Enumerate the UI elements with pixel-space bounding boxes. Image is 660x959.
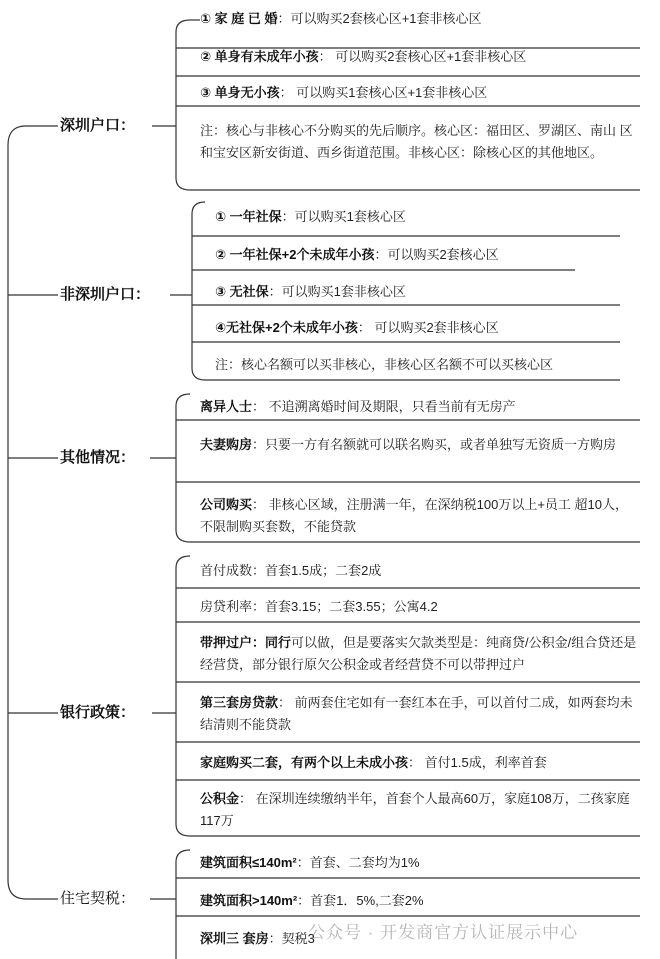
item-head: 带押过户：同行 xyxy=(200,635,292,650)
note-core-area: 注：核心与非核心不分购买的先后顺序。核心区：福田区、罗湖区、南山 区和宝安区新安街道、西乡街道范围。非核心区：除核心区的其他地区。 xyxy=(200,123,633,160)
item-head: 建筑面积>140m² xyxy=(200,893,298,908)
section-label-non-shenzhen-hukou: 非深圳户口： xyxy=(60,286,151,303)
item-head: 公积金 xyxy=(200,791,240,806)
item-head: ① 一年社保 xyxy=(215,209,282,224)
item-head: 建筑面积≤140m² xyxy=(200,855,297,870)
item-divorced xyxy=(200,396,516,418)
section-label-other-cases: 其他情况： xyxy=(60,449,136,466)
item-text: ： 可以购买2套非核心区 xyxy=(357,320,499,335)
item-company-purchase xyxy=(200,494,640,538)
item-text: ： 不追溯离婚时间及期限，只看当前有无房产 xyxy=(252,399,516,414)
item-text: ： 可以购买1套核心区+1套非核心区 xyxy=(279,85,488,100)
item-text: ：首套1．5%,二套2% xyxy=(297,893,424,908)
item-text: ：首套、二套均为1% xyxy=(296,855,420,870)
item-social-security-two-children xyxy=(215,244,499,266)
item-housing-fund xyxy=(200,788,640,832)
note-quota: 注：核心名额可以买非核心，非核心区名额不可以买核心区 xyxy=(215,357,554,372)
item-head: 第三套房贷款 xyxy=(200,695,279,710)
item-down-payment: 首付成数：首套1.5成；二套2成 xyxy=(200,563,382,578)
item-married-family xyxy=(200,8,482,30)
watermark: 公众号 · 开发商官方认证展示中心 xyxy=(308,923,579,942)
item-head: 公司购买 xyxy=(200,497,253,512)
item-no-social-security xyxy=(215,281,406,303)
item-head: ④无社保+2个未成年小孩 xyxy=(215,320,358,335)
section-label-deed-tax: 住宅契税： xyxy=(60,890,136,907)
item-text: ： 可以购买2套核心区+1套非核心区 xyxy=(318,49,527,64)
item-text: ：可以购买2套核心区 xyxy=(374,247,499,262)
item-head: ③ 单身无小孩 xyxy=(200,85,280,100)
item-text: 可以做，但是要落实欠款类型是：纯商贷/公积金/组合贷还是经营贷，部分银行原欠公积金或者经营贷不可以带押过户 xyxy=(200,635,637,672)
section-label-shenzhen-hukou: 深圳户口： xyxy=(60,117,136,134)
item-single-no-child xyxy=(200,82,487,104)
item-one-year-social-security xyxy=(215,206,406,228)
item-text: ：契税3 xyxy=(268,931,315,946)
item-text: ：可以购买2套核心区+1套非核心区 xyxy=(277,11,482,26)
item-no-social-security-two-children xyxy=(215,317,499,339)
item-third-home-shenzhen xyxy=(200,928,315,950)
item-mortgage-rate: 房贷利率：首套3.15；二套3.55；公寓4.2 xyxy=(200,599,438,614)
item-text: ： 前两套住宅如有一套红本在手，可以首付二成，如两套均未结清则不能贷款 xyxy=(200,695,633,732)
item-head: 夫妻购房 xyxy=(200,437,253,452)
item-head: ② 一年社保+2个未成年小孩 xyxy=(215,247,375,262)
section-label-bank-policy: 银行政策： xyxy=(60,704,136,721)
item-text: ： 在深圳连续缴纳半年，首套个人最高60万，家庭108万，二孩家庭117万 xyxy=(200,791,630,828)
item-single-with-child xyxy=(200,46,526,68)
item-head: 离异人士 xyxy=(200,399,253,414)
item-head: 家庭购买二套，有两个以上未成小孩 xyxy=(200,755,409,770)
item-text: ：可以购买1套非核心区 xyxy=(268,284,406,299)
item-text: ：只要一方有名额就可以联名购买，或者单独写无资质一方购房 xyxy=(252,437,617,452)
item-head: ③ 无社保 xyxy=(215,284,269,299)
item-head: ② 单身有未成年小孩 xyxy=(200,49,319,64)
item-text: ： 非核心区域，注册满一年，在深纳税100万以上+员工 超10人，不限制购买套数，不能贷款 xyxy=(200,497,628,534)
item-mortgage-transfer xyxy=(200,632,640,676)
item-head: ① 家 庭 已 婚 xyxy=(200,11,278,26)
item-third-home-loan xyxy=(200,692,640,736)
item-second-home-family xyxy=(200,752,547,774)
item-area-under-140 xyxy=(200,852,420,874)
item-head: 深圳三 套房 xyxy=(200,931,269,946)
item-area-over-140 xyxy=(200,890,424,912)
item-couple-purchase xyxy=(200,434,640,456)
item-text: ： 首付1.5成，利率首套 xyxy=(408,755,547,770)
item-text: ：可以购买1套核心区 xyxy=(281,209,406,224)
